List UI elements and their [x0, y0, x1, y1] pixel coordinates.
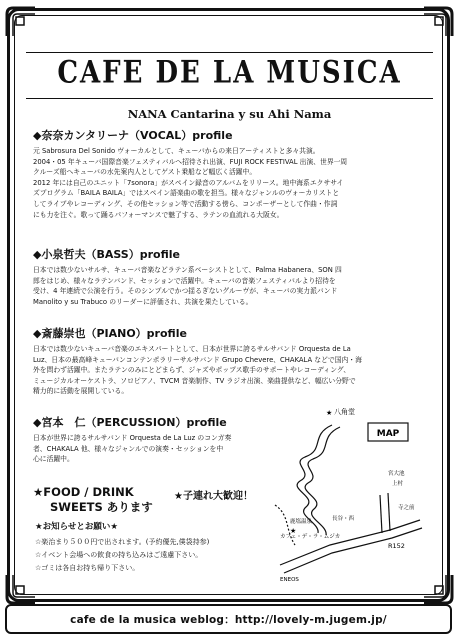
profile-line: 元 Sabrosura Del Sonido ヴォーカルとして、キューバからの来日アーティストと多々共演。 — [33, 147, 320, 155]
profile-heading: ◆小泉哲夫（BASS）profile — [33, 248, 180, 261]
food-line: ★FOOD / DRINK — [33, 485, 134, 499]
shrine-label: 八角堂 — [334, 408, 355, 416]
profile-line: 日本では数少ないキューバ音楽のエキスパートとして、日本が世界に誇るサルサバンド Orquesta de La — [33, 345, 351, 353]
access-map — [270, 405, 430, 585]
station-label: ENEOS — [280, 577, 299, 583]
profile-heading: ◆斎藤崇也（PIANO）profile — [33, 327, 187, 340]
map-place-label: 宮大池 — [388, 471, 405, 477]
profile-line: クルーズ船へキューバの水先案内人としてゲスト乗船など幅広く活躍中。 — [33, 168, 257, 177]
profile-heading: ◆奈奈カンタリーナ（VOCAL）profile — [33, 129, 233, 142]
profile-line: ミュージカルオーケストラ、ソロピアノ、TVCM 音楽制作、TV ラジオ出演、楽曲提供など、幅広い分野で — [33, 376, 356, 385]
food-notice — [33, 485, 153, 515]
info-item: ☆ゴミは各自お持ち帰り下さい。 — [35, 564, 140, 572]
profile-line: 受け、4 年連続で公演を行う。そのシンプルでかつ揺るぎないグルーヴが、キューバの実力派バンド — [33, 287, 338, 296]
map-place-label: カフェ・デ・ラ・ムジカ — [280, 534, 341, 540]
title-rule-top — [26, 52, 433, 53]
map-box — [368, 423, 408, 441]
corner-ornament-top-left — [5, 6, 39, 40]
road-number: R152 — [388, 542, 405, 550]
title-rule-bottom — [26, 98, 433, 99]
profile-piano — [33, 325, 428, 397]
star-icon: ★ — [326, 409, 333, 417]
side-road-edge — [388, 493, 390, 531]
corner-ornament-bottom-left — [5, 571, 39, 605]
map-label: MAP — [376, 429, 400, 439]
profile-bass — [33, 246, 428, 307]
profile-line: ズプログラム「BAILA BAILA」ではスペイン語楽曲の歌を担当。様々なジャンルのヴォーカリストと — [33, 189, 340, 198]
profile-line: 2004・05 年キューバ国際音楽フェスティバルへ招待され出演、FUJI ROCK FESTIVAL 出演、世界一周 — [33, 157, 348, 166]
side-road — [380, 495, 382, 533]
kids-welcome: ★子連れ大歓迎！ — [174, 491, 253, 502]
profile-body — [33, 146, 428, 220]
profile-line: Manolito y su Trabuco のリーダーに評価され、共演を果たしている。 — [33, 297, 253, 306]
corner-ornament-top-right — [420, 6, 454, 40]
profile-heading: ◆宮本 仁（PERCUSSION）profile — [33, 416, 227, 429]
profile-percussion — [33, 414, 273, 465]
info-heading: ★お知らせとお願い★ — [35, 522, 118, 532]
info-item: ☆イベント会場への飲食の持ち込みはご遠慮下さい。 — [35, 551, 203, 559]
weblog-link[interactable]: cafe de la musica weblog：http://lovely-m.jugem.jp/ — [70, 613, 387, 626]
profile-vocal — [33, 127, 428, 220]
profile-body — [33, 433, 273, 465]
info-list — [35, 536, 209, 575]
profile-line: 日本が世界に誇るサルサバンド Orquesta de La Luz のコンガ奏 — [33, 434, 232, 442]
profile-line: してライブやレコーディング、その他セッション等で活動する傍ら、コンポーザーとして作曲・作詞 — [33, 199, 338, 208]
info-item: ☆楽治まり５００円で出されます。(予約優先,僕袋持参) — [35, 538, 210, 546]
cafe-star-icon: ★ — [290, 527, 297, 535]
map-place-label: 寺之前 — [398, 505, 415, 511]
page-title: CAFE DE LA MUSICA — [57, 55, 402, 91]
map-place-label: 鹿塩温泉 — [290, 519, 313, 525]
profile-body — [33, 344, 428, 397]
profile-line: 心に活躍中。 — [33, 455, 74, 464]
profile-line: 2012 年には自己のユニット「7sonora」がスペイン録音のアルバムをリリース。地中海系エクササイ — [33, 178, 344, 187]
map-place-label: 長谷・西 — [332, 516, 355, 522]
profile-line: 日本では数少ないサルサ、キューバ音楽などラテン系ベーシストとして、Palma Habanera、SON 四 — [33, 266, 342, 274]
sweets-line: SWEETS あります — [50, 500, 153, 514]
profile-line: 精力的に活動を展開している。 — [33, 387, 129, 396]
profile-line: 者、CHAKALA 他、様々なジャンルでの演奏・セッションを中 — [33, 444, 224, 453]
profile-line: 外を問わず活躍中。またラテンのみにとどまらず、ジャズやポップス歌手のサポートやレコーディング、 — [33, 366, 351, 375]
band-name: NANA Cantarina y su Ahi Nama — [127, 107, 332, 121]
weblog-footer — [5, 604, 452, 634]
map-place-label: 上村 — [392, 481, 404, 487]
profile-line: 郎をはじめ、様々なラテンバンド、セッションで活躍中。キューバの音楽フェスティバルより招待を — [33, 276, 336, 285]
profile-line: にも力を注ぐ。歌って踊るパフォーマンスで魅了する、ラテンの血流れる大阪女。 — [33, 210, 284, 219]
profile-body — [33, 265, 428, 307]
profile-line: Luz、日本の最高峰キューバンコンテンポラリーサルサバンド Grupo Chevere、CHAKALA などで国内・海 — [33, 355, 362, 364]
